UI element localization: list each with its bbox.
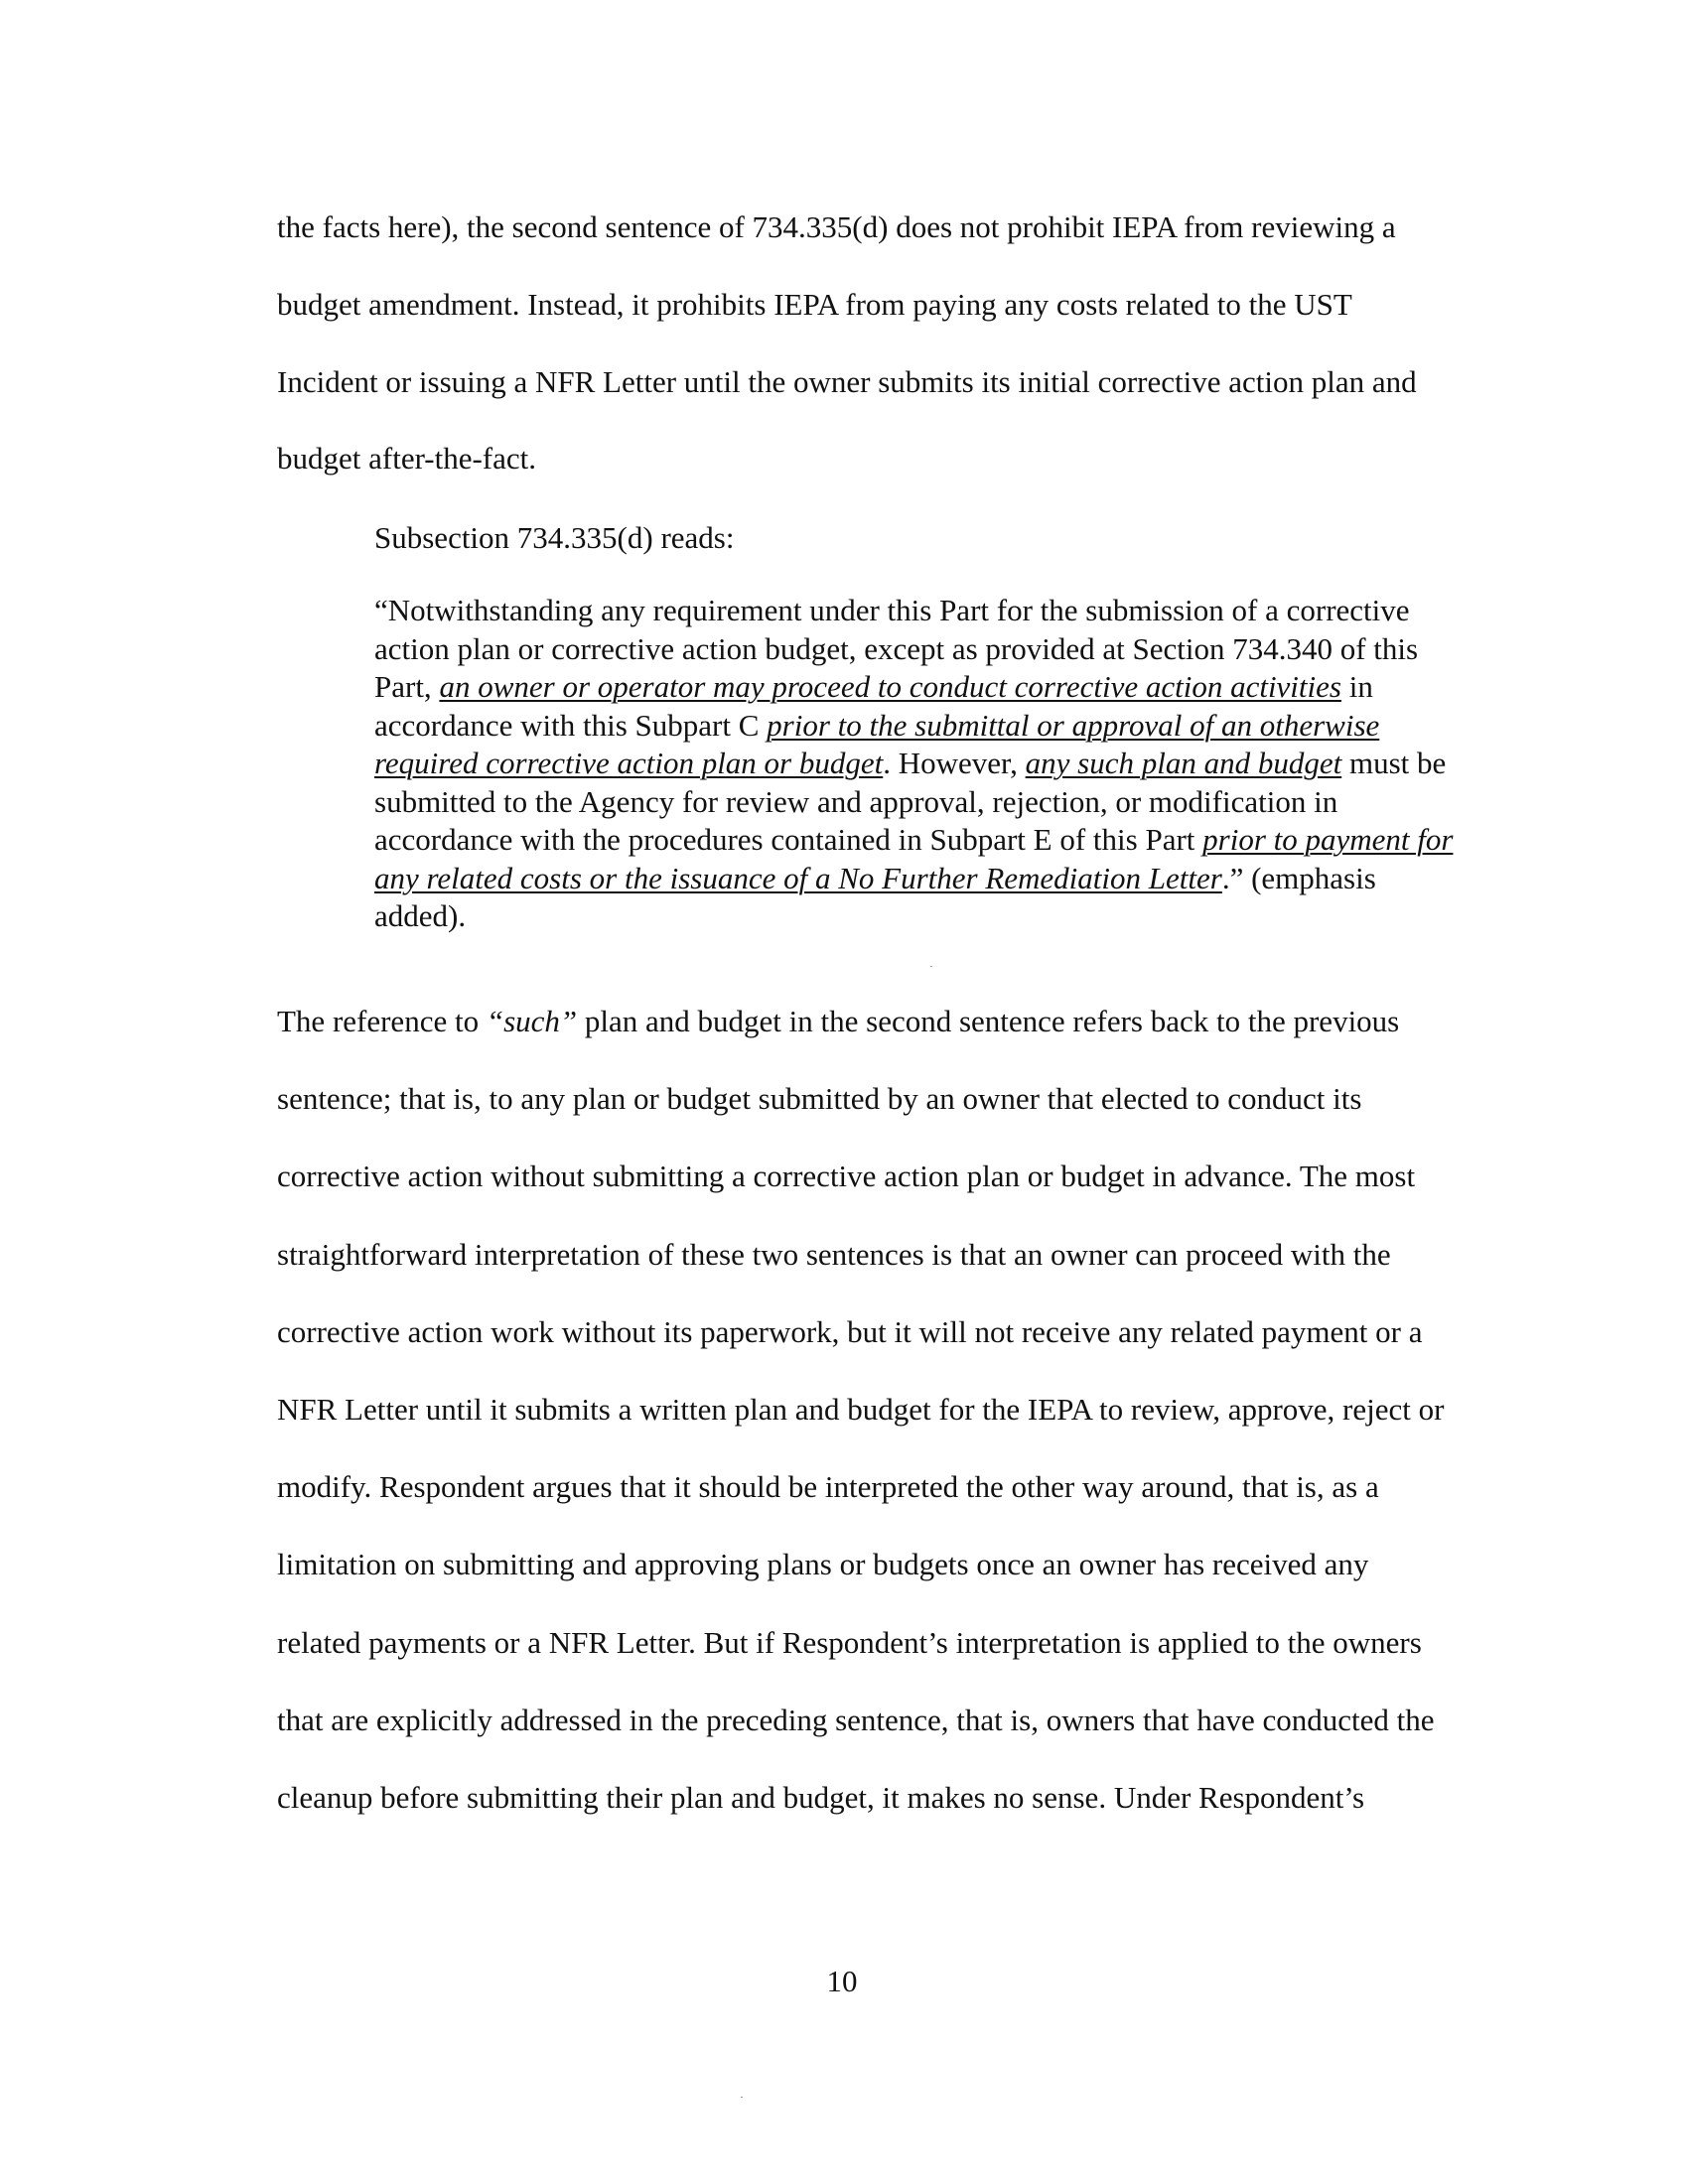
paragraph-continuation: the facts here), the second sentence of 734.335(d) does not prohibit IEPA from reviewing a budget amendment. Instead, it prohibits IEPA from paying any costs related to the UST Incident or issuing a NFR Letter until the owner submits its initial corrective action plan and budget after-the-fact. — [277, 209, 1417, 477]
quote-text-4: must be submitted to the Agency for review and approval, rejection, or modification in accordance with the procedures contained in Subpart E of this Part — [374, 746, 1447, 857]
scan-speck — [741, 2097, 743, 2098]
block-quote — [374, 592, 1457, 936]
page-number: 10 — [826, 1964, 858, 1998]
paragraph-analysis — [277, 983, 1449, 1837]
quote-emphasis-3: any such plan and budget — [1025, 746, 1342, 780]
paragraph-lead: The reference to — [277, 1004, 487, 1038]
scan-speck — [930, 966, 932, 967]
quote-text-2: in accordance with this Subpart C — [374, 669, 1373, 743]
quote-emphasis-4: prior to payment for any related costs or the issuance of a No Further Remediation Letter — [374, 822, 1454, 895]
quote-emphasis-2: prior to the submittal or approval of an otherwise required corrective action plan or budget — [374, 707, 1380, 780]
such-emphasis: “such” — [486, 1004, 578, 1038]
quote-text-1: “Notwithstanding any requirement under this Part for the submission of a corrective action plan or corrective action budget, except as provided at Section 734.340 of this Part, — [374, 593, 1419, 704]
subsection-intro: Subsection 734.335(d) reads: — [374, 520, 735, 555]
quote-text-5: .” (emphasis added). — [374, 860, 1376, 933]
quote-emphasis-1: an owner or operator may proceed to conduct corrective action activities — [439, 669, 1341, 704]
quote-text-3: . However, — [883, 746, 1026, 780]
paragraph-body: plan and budget in the second sentence refers back to the previous sentence; that is, to any plan or budget submitted by an owner that elected to conduct its corrective action without submitting a corrective action plan or budget in advance. The most straightforward interpretation of these two sentences is that an owner can proceed with the corrective action work without its paperwork, but it will not receive any related payment or a NFR Letter until it submits a written plan and budget for the IEPA to review, approve, reject or modify. Respondent argues that it should be interpreted the other way around, that is, as a limitation on submitting and approving plans or budgets once an owner has received any related payments or a NFR Letter. But if Respondent’s interpretation is applied to the owners that are explicitly addressed in the preceding sentence, that is, owners that have conducted the cleanup before submitting their plan and budget, it makes no sense. Under Respondent’s — [277, 1004, 1445, 1816]
